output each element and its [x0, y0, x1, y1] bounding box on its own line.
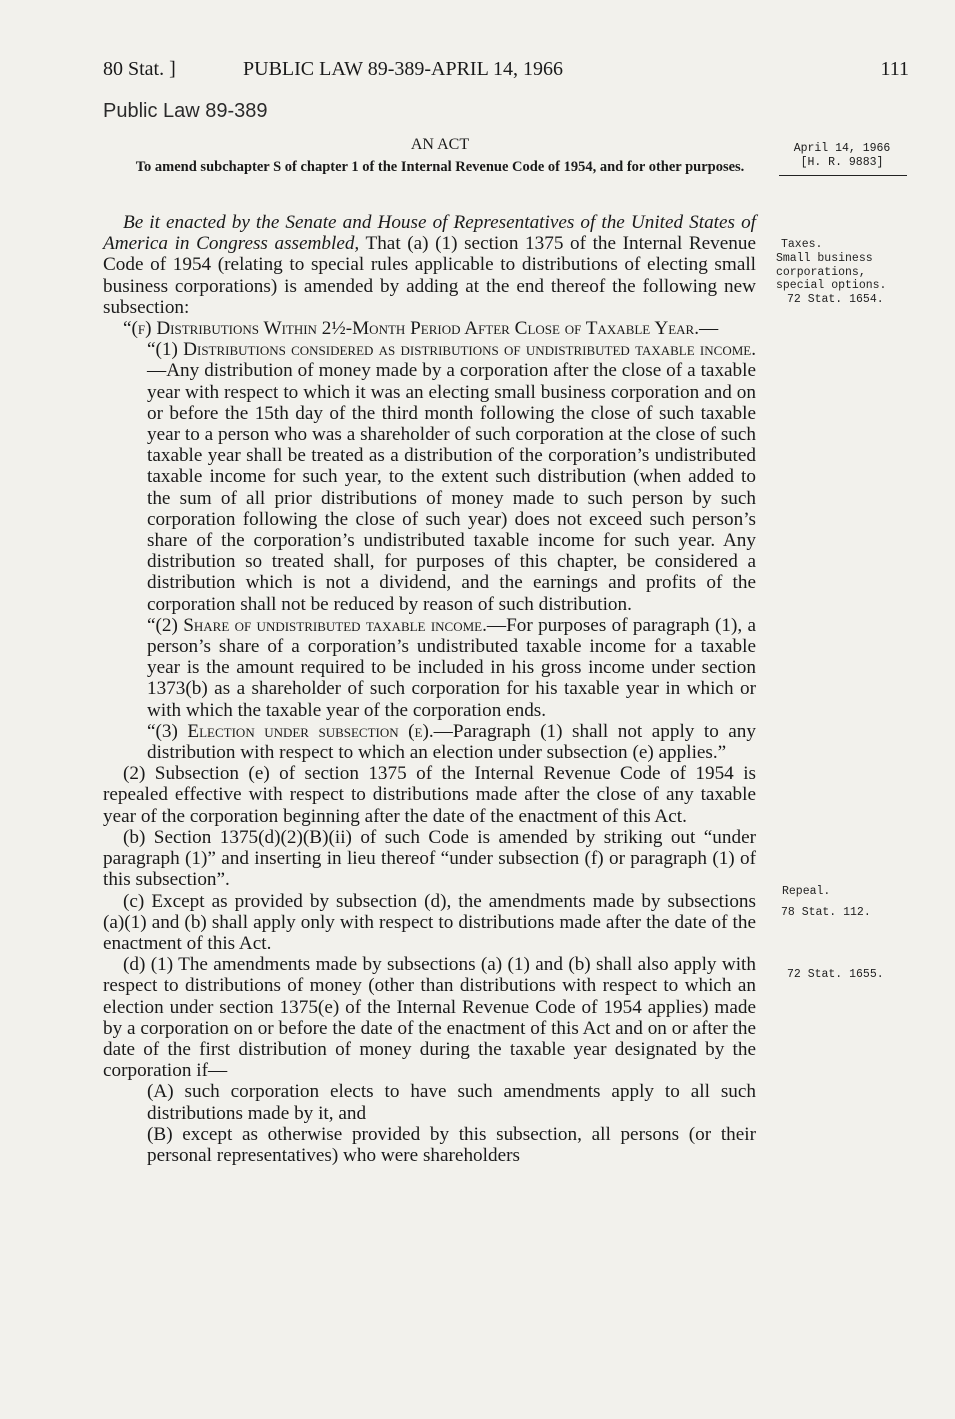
- section-1-intro: That (a) (1) section 1375 of the Internal Revenue Code of 1954 (relating to special rules applicable to distributions of electing small business corporations) is amended by adding at the end thereof the following new subsection:: [103, 233, 756, 318]
- act-purpose: To amend subchapter S of chapter 1 of the Internal Revenue Code of 1954, and for other purposes.: [135, 159, 745, 175]
- paragraph-1: [103, 339, 756, 615]
- enactment-date: April 14, 1966: [793, 142, 891, 155]
- paragraph-1-heading: “(1) Distributions considered as distributions of undistributed taxable income.—: [147, 339, 756, 382]
- paragraph-d1: (d) (1) The amendments made by subsections (a) (1) and (b) shall also apply with respect to distributions of money (other than distributions with respect to which an election under section 1375(e) of the Internal Revenue Code of 1954 applies) made by a corporation on or before the date of the enactment of this Act and on or after the date of the first distribution of money during the taxable year designated by the corporation if—: [103, 954, 756, 1082]
- paragraph-1-text: Any distribution of money made by a corporation after the close of a taxable year with respect to which it was an electing small business corporation and on or before the 15th day of the third month following the close of such taxable year to a person who was a shareholder of such corporation at the close of such taxable year shall be treated as a distribution of the corporation’s undistributed taxable income for such year, to the extent such distribution (when added to the sum of all prior distributions of money made to such person by such corporation following the close of such year) does not exceed such person’s share of the corporation’s undistributed taxable income for such year. Any distribution so treated shall, for purposes of this chapter, be considered a distribution which is not a dividend, and the earnings and profits of the corporation shall not be reduced by reason of such distribution.: [147, 360, 756, 615]
- enacting-formula: Be it enacted by the Senate and House of Representatives of the United States of America in Congress assembled,: [103, 212, 756, 255]
- act-body: [103, 212, 756, 1166]
- margin-note-repeal: Repeal.: [782, 885, 831, 898]
- paragraph-3-text: Paragraph (1) shall not apply to any distribution with respect to which an election under subsection (e) applies.”: [147, 720, 756, 764]
- paragraph-2-text: For purposes of paragraph (1), a person’s share of a corporation’s undistributed taxable income for a taxable year is the amount required to be included in his gross income under section 1373(b) as a shareholder of such corporation for his taxable year in which or with which the taxable year of the corporation ends.: [147, 614, 756, 721]
- date-rule-divider: [779, 175, 907, 176]
- margin-note-small-business: Small business corporations, special options.: [776, 252, 887, 292]
- margin-note-stat-1655: 72 Stat. 1655.: [787, 968, 884, 981]
- paragraph-3-heading: “(3) Election under subsection (e).—: [147, 720, 453, 742]
- paragraph-b: (b) Section 1375(d)(2)(B)(ii) of such Code is amended by striking out “under paragraph (1)” and inserting in lieu thereof “under subsection (f) or paragraph (1) of this subsection”.: [103, 826, 756, 891]
- subsection-f-heading: “(f) Distributions Within 2½-Month Period After Close of Taxable Year.—: [123, 318, 719, 340]
- paragraph-c: (c) Except as provided by subsection (d), the amendments made by subsections (a)(1) and (b) shall apply only with respect to distributions made after the date of the enactment of this Act.: [103, 890, 756, 954]
- paragraph-2-heading: “(2) Share of undistributed taxable income.—: [147, 614, 507, 636]
- running-head: [103, 58, 909, 81]
- running-head-title: PUBLIC LAW 89-389-APRIL 14, 1966: [243, 58, 564, 80]
- enacting-clause: [103, 212, 756, 318]
- margin-note-taxes: Taxes.: [781, 238, 823, 251]
- public-law-number: Public Law 89-389: [103, 100, 268, 122]
- paragraph-3: [103, 721, 756, 763]
- running-head-stat: 80 Stat. ]: [103, 58, 176, 80]
- paragraph-d-b: (B) except as otherwise provided by this subsection, all persons (or their personal representatives) who were shareholders: [147, 1123, 756, 1166]
- enactment-date-block: [785, 142, 899, 170]
- page-number: 111: [880, 58, 909, 80]
- paragraph-d-a: (A) such corporation elects to have such amendments apply to all such distributions made by it, and: [147, 1081, 756, 1124]
- act-heading: AN ACT: [410, 136, 470, 153]
- paragraph-2: [103, 615, 756, 721]
- bill-number: [H. R. 9883]: [800, 156, 884, 169]
- margin-note-stat-1654: 72 Stat. 1654.: [787, 293, 884, 306]
- paragraph-a2: (2) Subsection (e) of section 1375 of the Internal Revenue Code of 1954 is repealed effective with respect to distributions made after the close of any taxable year of the corporation beginning after the date of the enactment of this Act.: [103, 763, 756, 827]
- margin-note-stat-112: 78 Stat. 112.: [781, 906, 871, 919]
